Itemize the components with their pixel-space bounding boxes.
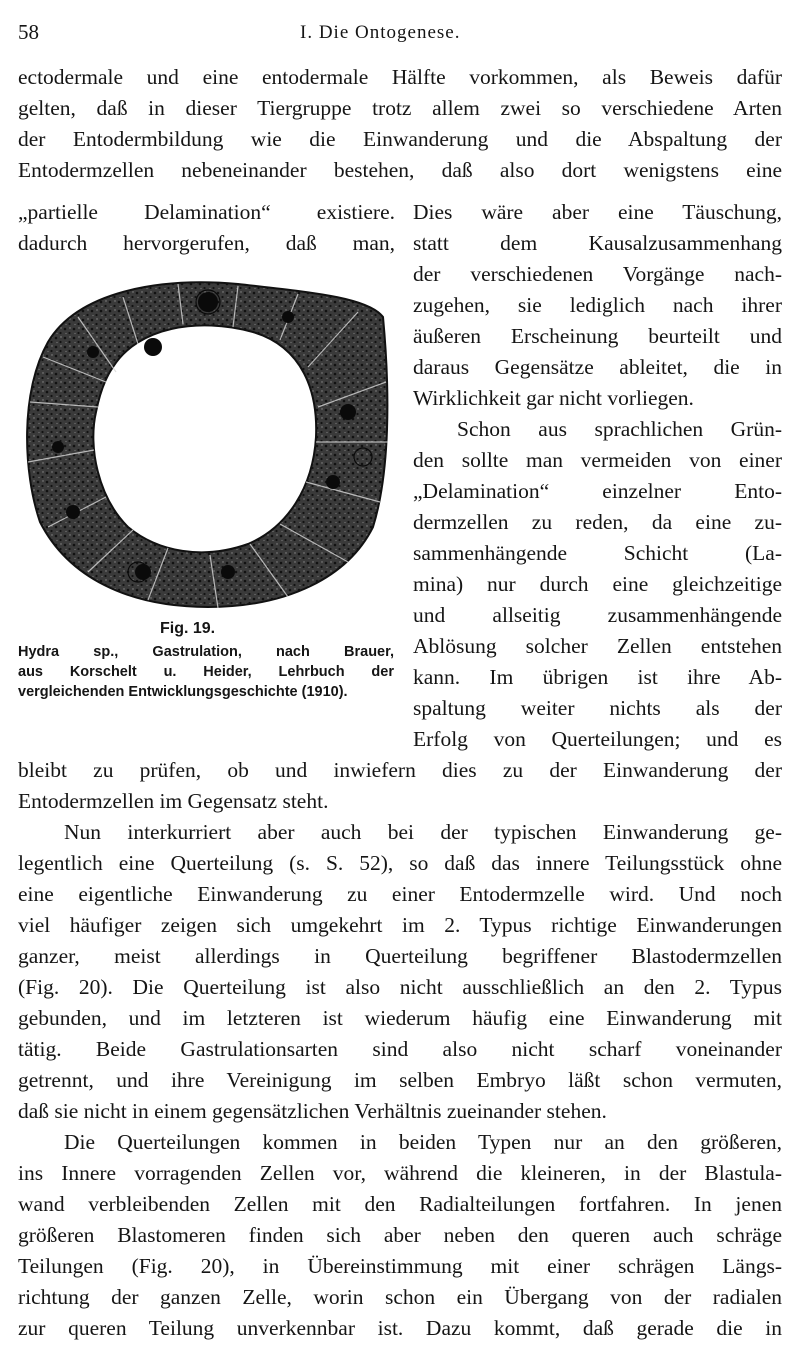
- text-line: wand verbleibenden Zellen mit den Radialteilungen fortfahren. In jenen: [18, 1192, 782, 1216]
- figure-label: Fig. 19.: [160, 620, 216, 637]
- text-line: Dies wäre aber eine Täuschung,: [413, 200, 782, 224]
- text-line: Entodermzellen nebeneinander bestehen, daß also dort wenigstens eine: [18, 158, 782, 182]
- text-line: getrennt, und ihre Vereinigung im selben Embryo läßt schon vermuten,: [18, 1068, 782, 1092]
- text-line: Ablösung solcher Zellen entstehen: [413, 634, 782, 658]
- text-line: Teilungen (Fig. 20), in Übereinstimmung mit einer schrägen Längs-: [18, 1254, 782, 1278]
- text-line: (Fig. 20). Die Querteilung ist also nicht ausschließlich an den 2. Typus: [18, 975, 782, 999]
- text-line: legentlich eine Querteilung (s. S. 52), so daß das innere Teilungsstück ohne: [18, 851, 782, 875]
- text-line: viel häufiger zeigen sich umgekehrt im 2. Typus richtige Einwanderungen: [18, 913, 782, 937]
- text-line: größeren Blastomeren finden sich aber neben den queren auch schräge: [18, 1223, 782, 1247]
- text-line: den sollte man vermeiden von einer: [413, 448, 782, 472]
- paragraph-start: Nun interkurriert aber auch bei der typischen Einwanderung ge-: [64, 820, 782, 844]
- text-line: richtung der ganzen Zelle, worin schon ein Übergang von der radialen: [18, 1285, 782, 1309]
- text-line: statt dem Kausalzusammenhang: [413, 231, 782, 255]
- paragraph-start: Die Querteilungen kommen in beiden Typen nur an den größeren,: [64, 1130, 782, 1154]
- text-line: ganzer, meist allerdings in Querteilung begriffener Blastodermzellen: [18, 944, 782, 968]
- running-title: I. Die Ontogenese.: [300, 22, 461, 43]
- text-line: daraus Gegensätze ableitet, die in: [413, 355, 782, 379]
- text-line: bleibt zu prüfen, ob und inwiefern dies zu der Einwanderung der: [18, 758, 782, 782]
- text-line: daß sie nicht in einem gegensätzlichen Verhältnis zueinander stehen.: [18, 1099, 607, 1123]
- text-line: dermzellen zu reden, da eine zu-: [413, 510, 782, 534]
- figure-caption-line: aus Korschelt u. Heider, Lehrbuch der: [18, 664, 394, 680]
- text-line: tätig. Beide Gastrulationsarten sind also nicht scharf voneinander: [18, 1037, 782, 1061]
- blastula-ring: [27, 282, 387, 607]
- gastrulation-figure: [18, 272, 390, 612]
- text-line: zugehen, sie lediglich nach ihrer: [413, 293, 782, 317]
- text-line: Entodermzellen im Gegensatz steht.: [18, 789, 329, 813]
- text-line: der verschiedenen Vorgänge nach-: [413, 262, 782, 286]
- text-line: Schon aus sprachlichen Grün-: [457, 417, 782, 441]
- text-line: ins Innere vorragenden Zellen vor, während die kleineren, in der Blastula-: [18, 1161, 782, 1185]
- page-number: 58: [18, 20, 39, 44]
- text-line: „Delamination“ einzelner Ento-: [413, 479, 782, 503]
- text-line: und allseitig zusammenhängende: [413, 603, 782, 627]
- figure-caption-line: Hydra sp., Gastrulation, nach Brauer,: [18, 644, 394, 660]
- text-line: zur queren Teilung unverkennbar ist. Dazu kommt, daß gerade die in: [18, 1316, 782, 1340]
- text-line: gebunden, und im letzteren ist wiederum häufig eine Einwanderung mit: [18, 1006, 782, 1030]
- text-line: kann. Im übrigen ist ihre Ab-: [413, 665, 782, 689]
- text-line: eine eigentliche Einwanderung zu einer Entodermzelle wird. Und noch: [18, 882, 782, 906]
- text-line: der Entodermbildung wie die Einwanderung und die Abspaltung der: [18, 127, 782, 151]
- text-line: mina) nur durch eine gleichzeitige: [413, 572, 782, 596]
- figure-caption-line: vergleichenden Entwicklungsgeschichte (1910).: [18, 684, 348, 700]
- text-line: Wirklichkeit gar nicht vorliegen.: [413, 386, 694, 410]
- text-line: „partielle Delamination“ existiere.: [18, 200, 395, 224]
- text-line: gelten, daß in dieser Tiergruppe trotz allem zwei so verschiedene Arten: [18, 96, 782, 120]
- text-line: sammenhängende Schicht (La-: [413, 541, 782, 565]
- text-line: ectodermale und eine entodermale Hälfte vorkommen, als Beweis dafür: [18, 65, 782, 89]
- text-line: spaltung weiter nichts als der: [413, 696, 782, 720]
- text-line: Erfolg von Querteilungen; und es: [413, 727, 782, 751]
- text-line: äußeren Erscheinung beurteilt und: [413, 324, 782, 348]
- text-line: dadurch hervorgerufen, daß man,: [18, 231, 395, 255]
